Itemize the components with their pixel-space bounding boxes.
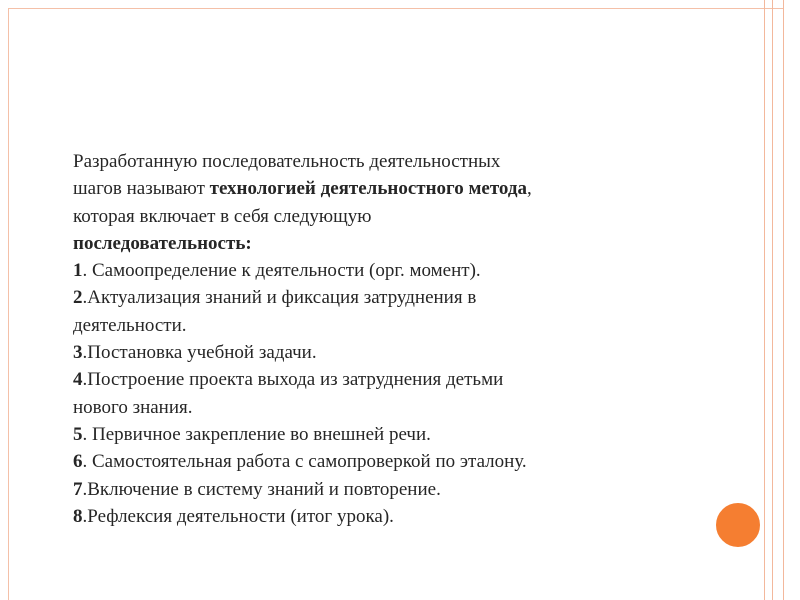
- term-highlight: последовательность:: [73, 232, 252, 254]
- step-line: [73, 476, 722, 503]
- intro-line: Разработанную последовательность деятельностных: [73, 151, 501, 172]
- frame-top-line: [8, 8, 783, 9]
- step-line: [73, 366, 722, 393]
- step-number: 1: [73, 260, 83, 282]
- step-text: .Построение проекта выхода из затруднения детьми: [82, 369, 504, 391]
- step-line: [73, 448, 722, 475]
- frame-right-line: [772, 0, 773, 600]
- intro-text: шагов называют: [73, 178, 210, 200]
- step-number: 3: [73, 342, 83, 364]
- bullet-text: [73, 148, 722, 530]
- step-number: 4: [73, 369, 83, 391]
- slide-body: [42, 148, 722, 530]
- intro-line: которая включает в себя следующую: [73, 205, 372, 227]
- step-line: [73, 421, 722, 448]
- step-text: .Постановка учебной задачи.: [82, 342, 317, 364]
- step-line: [73, 503, 722, 530]
- step-text: .Включение в систему знаний и повторение.: [82, 478, 441, 500]
- step-line-continued: деятельности.: [73, 314, 187, 336]
- step-text: . Самоопределение к деятельности (орг. момент).: [82, 260, 481, 282]
- step-line: [73, 257, 722, 284]
- step-line: [73, 339, 722, 366]
- term-highlight: технологией деятельностного метода: [209, 178, 527, 200]
- intro-line: [73, 175, 722, 202]
- step-text: . Самостоятельная работа с самопроверкой по эталону.: [82, 451, 527, 473]
- step-line: [73, 284, 722, 311]
- step-number: 2: [73, 287, 83, 309]
- step-number: 8: [73, 505, 83, 527]
- intro-text: ,: [526, 178, 532, 200]
- step-number: 5: [73, 423, 83, 445]
- frame-right-line: [764, 0, 765, 600]
- step-text: . Первичное закрепление во внешней речи.: [82, 423, 431, 445]
- step-text: .Актуализация знаний и фиксация затруднения в: [82, 287, 477, 309]
- frame-right-line: [783, 0, 784, 600]
- step-line-continued: нового знания.: [73, 396, 193, 418]
- frame-left-line: [8, 8, 9, 600]
- step-number: 6: [73, 451, 83, 473]
- intro-line: [73, 230, 722, 257]
- step-text: .Рефлексия деятельности (итог урока).: [82, 505, 394, 527]
- bullet-icon: [42, 154, 56, 168]
- step-number: 7: [73, 478, 83, 500]
